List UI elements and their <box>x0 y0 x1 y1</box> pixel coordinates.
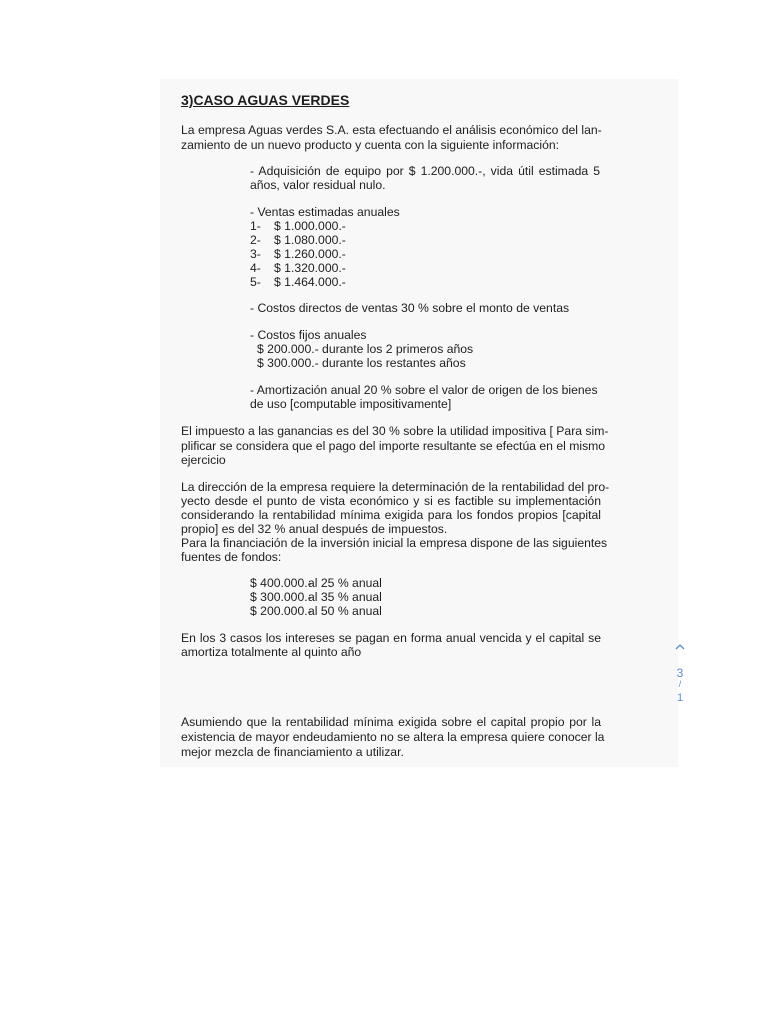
direccion-line-3: considerando la rentabilidad mínima exigida para los fondos propios [capital <box>181 508 601 522</box>
amortizacion-line-1: - Amortización anual 20 % sobre el valor de origen de los bienes <box>250 383 598 397</box>
amortizacion-line-2: de uso [computable impositivamente] <box>250 397 452 411</box>
ventas-item: 1- $ 1.000.000.- <box>250 219 346 233</box>
direccion-line-1: La dirección de la empresa requiere la determinación de la rentabilidad del pro- <box>181 480 610 494</box>
intro-line-1: La empresa Aguas verdes S.A. esta efectuando el análisis económico del lan- <box>181 123 602 137</box>
costos-directos: - Costos directos de ventas 30 % sobre el monto de ventas <box>250 301 570 315</box>
ventas-heading: - Ventas estimadas anuales <box>250 205 400 219</box>
direccion-line-2: yecto desde el punto de vista económico y si es factible su implementación <box>181 494 601 508</box>
intro-line-2: zamiento de un nuevo producto y cuenta con la siguiente información: <box>181 138 560 152</box>
asumiendo-line-2: existencia de mayor endeudamiento no se altera la empresa quiere conocer la <box>181 730 605 744</box>
page-total: 1 <box>676 692 684 704</box>
costos-fijos-heading: - Costos fijos anuales <box>250 328 367 342</box>
case-title: 3)CASO AGUAS VERDES <box>181 92 350 108</box>
intereses-line-2: amortiza totalmente al quinto año <box>181 645 362 659</box>
impuesto-line-1: El impuesto a las ganancias es del 30 % sobre la utilidad impositiva [ Para sim- <box>181 424 609 438</box>
page-current: 3 <box>676 666 684 680</box>
fuente-row: $ 300.000.-al 35 % anual <box>250 590 382 604</box>
impuesto-line-2: plificar se considera que el pago del importe resultante se efectúa en el mismo <box>181 439 606 453</box>
equipo-line-2: años, valor residual nulo. <box>250 178 386 192</box>
costos-fijos-item: $ 200.000.- durante los 2 primeros años <box>257 342 474 356</box>
direccion-line-4: propio] es del 32 % anual después de impuestos. <box>181 522 448 536</box>
ventas-item: 5- $ 1.464.000.- <box>250 275 346 289</box>
intereses-line-1: En los 3 casos los intereses se pagan en forma anual vencida y el capital se <box>181 631 601 645</box>
ventas-item: 4- $ 1.320.000.- <box>250 261 346 275</box>
fuente-row: $ 400.000.-al 25 % anual <box>250 576 382 590</box>
equipo-line-1: - Adquisición de equipo por $ 1.200.000.-, vida útil estimada 5 <box>250 164 600 178</box>
direccion-line-5: Para la financiación de la inversión inicial la empresa dispone de las siguientes <box>181 536 608 550</box>
ventas-item: 2- $ 1.080.000.- <box>250 233 346 247</box>
document-page <box>160 79 678 767</box>
page-separator: / <box>678 679 682 689</box>
chevron-up-icon[interactable] <box>674 641 686 653</box>
costos-fijos-item: $ 300.000.- durante los restantes años <box>257 356 466 370</box>
fuente-row: $ 200.000.-al 50 % anual <box>250 604 382 618</box>
ventas-item: 3- $ 1.260.000.- <box>250 247 346 261</box>
direccion-line-6: fuentes de fondos: <box>181 550 282 564</box>
asumiendo-line-1: Asumiendo que la rentabilidad mínima exigida sobre el capital propio por la <box>181 715 601 729</box>
impuesto-line-3: ejercicio <box>181 453 226 467</box>
asumiendo-line-3: mejor mezcla de financiamiento a utilizar. <box>181 745 404 759</box>
